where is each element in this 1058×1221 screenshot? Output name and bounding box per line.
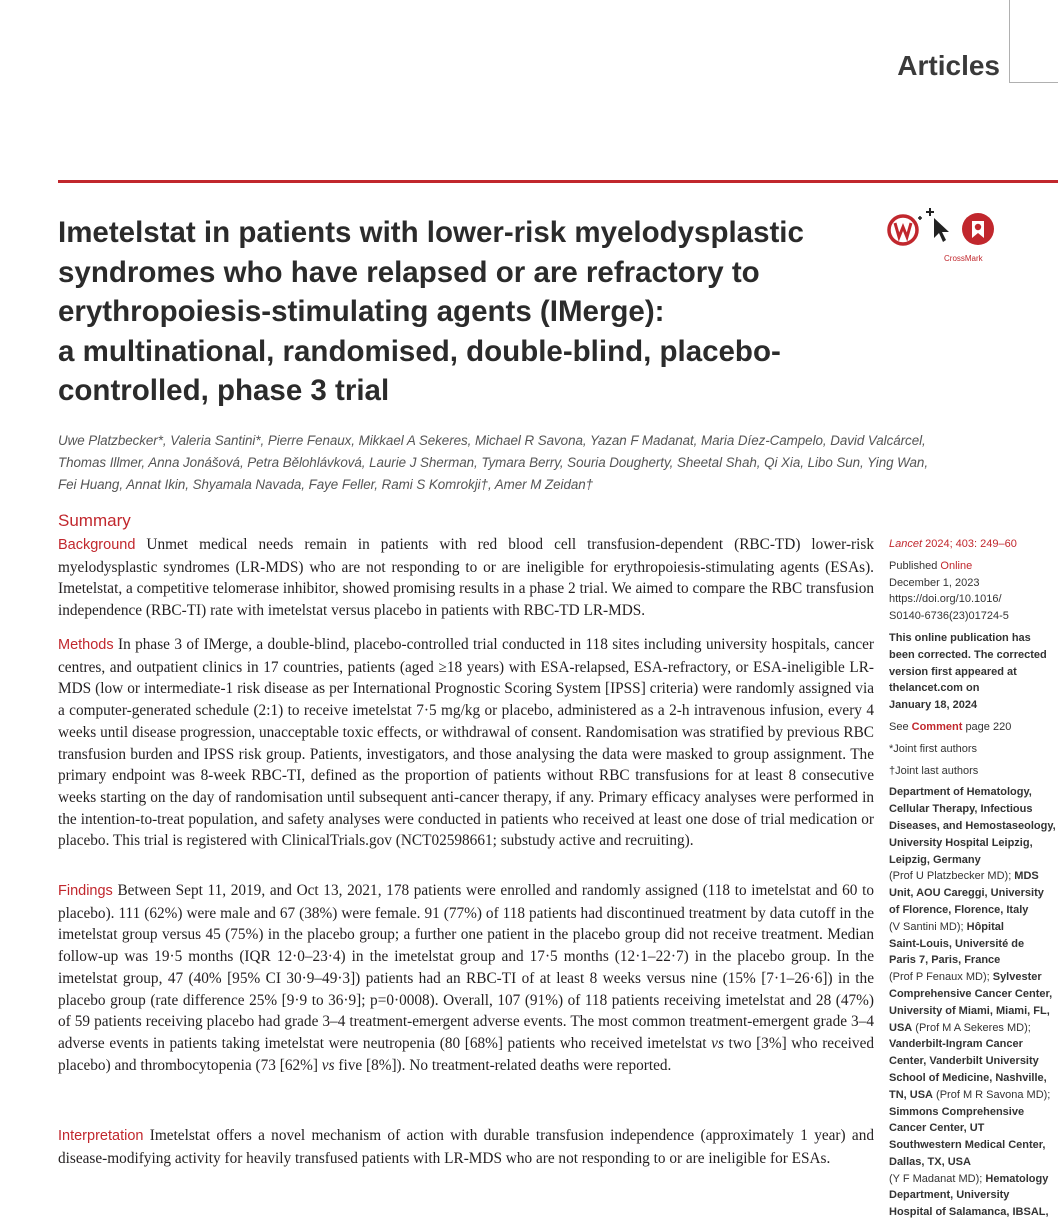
author-line: Fei Huang, Annat Ikin, Shyamala Navada, Faye Feller, Rami S Komrokji†, Amer M Zeidan† xyxy=(58,477,594,492)
section-label-background: Background xyxy=(58,537,136,553)
affiliation-line xyxy=(889,1120,1054,1137)
doi-link[interactable]: S0140-6736(23)01724-5 xyxy=(889,610,1009,623)
affiliation-line xyxy=(889,852,1054,869)
affiliation-institution: MDS xyxy=(1011,870,1039,883)
affiliation-institution: USA xyxy=(889,1021,913,1034)
affiliation-line xyxy=(889,1070,1054,1087)
affiliation-line xyxy=(889,868,1054,885)
title-line: controlled, phase 3 trial xyxy=(58,374,390,407)
affiliation-institution: Cancer Center, UT xyxy=(889,1122,985,1135)
affiliation-institution: Unit, AOU Careggi, University xyxy=(889,887,1044,900)
author-list xyxy=(58,430,928,496)
correction-line: version first appeared at xyxy=(889,665,1017,678)
affiliation-line xyxy=(889,1187,1054,1204)
affiliation-institution: Simmons Comprehensive xyxy=(889,1105,1025,1118)
affiliation-institution: Center, Vanderbilt University xyxy=(889,1055,1039,1068)
comment-link[interactable]: Comment xyxy=(911,720,963,733)
affiliation-institution: Paris 7, Paris, France xyxy=(889,954,1001,967)
abstract-background xyxy=(58,534,874,622)
findings-text: Between Sept 11, 2019, and Oct 13, 2021, 178 patients were enrolled and randomly assigned (118 to imetelstat and 60 to placebo). 111 (62%) were male and 67 (38%) were female. 91 (77%) of 118 patients had discontinued treatment by data cutoff in the imetelstat group versus 45 (75%) in the placebo group; a further one patient in the placebo group did not receive treatment. Median follow-up was 19·5 months (IQR 12·0–23·4) in the imetelstat group and 17·5 months (12·1–22·7) in the placebo group. In the imetelstat group, 47 (40% [95% CI 30·9–49·3]) patients had an RBC-TI of at least 8 weeks versus nine (15% [7·1–26·6]) in the placebo group (rate difference 25% [9·9 to 36·9]; p=0·0008). Overall, 107 (91%) of 118 patients receiving imetelstat and 28 (47%) of 59 patients receiving placebo had grade 3–4 treatment-emergent adverse events. The most common treatment-emergent grade 3–4 adverse events in patients taking imetelstat were neutropenia (80 [68%] patients who received imetelstat xyxy=(58,882,874,1052)
affiliation-institution: Hospital of Salamanca, IBSAL, xyxy=(889,1206,1049,1219)
affiliation-institution: Sylvester xyxy=(989,971,1042,984)
vs-word: vs xyxy=(711,1034,724,1052)
affiliation-institution: Comprehensive Cancer Center, xyxy=(889,987,1053,1000)
affiliation-author: (Prof M R Savona MD); xyxy=(933,1088,1051,1101)
wellcome-open-access-icon[interactable] xyxy=(889,216,917,244)
affiliation-institution: Dallas, TX, USA xyxy=(889,1155,971,1168)
section-label: Articles xyxy=(897,50,1000,81)
paper-title xyxy=(58,213,858,411)
page-corner-box xyxy=(1009,0,1058,83)
cursor-sparkle-icon[interactable] xyxy=(918,208,949,242)
affiliation-institution: School of Medicine, Nashville, xyxy=(889,1071,1047,1084)
affiliation-line xyxy=(889,818,1054,835)
affiliation-line xyxy=(889,801,1054,818)
title-line: Imetelstat in patients with lower-risk myelodysplastic xyxy=(58,216,804,249)
citation-journal: Lancet xyxy=(889,538,923,550)
header-rule xyxy=(58,180,1058,183)
affiliation-institution: Saint-Louis, Université de xyxy=(889,937,1025,950)
title-line: erythropoiesis-stimulating agents (IMerge): xyxy=(58,295,665,328)
crossmark-label[interactable]: CrossMark xyxy=(944,254,983,263)
affiliation-institution: Hôpital xyxy=(963,920,1004,933)
affiliation-author: (Y F Madanat MD); xyxy=(889,1172,983,1185)
interpretation-text: Imetelstat offers a novel mechanism of action with durable transfusion independence (approximately 1 year) and disease-modifying activity for heavily transfused patients with LR-MDS who are not responding to or are ineligible for ESAs. xyxy=(58,1127,874,1167)
author-line: Uwe Platzbecker*, Valeria Santini*, Pierre Fenaux, Mikkael A Sekeres, Michael R Savona, Yazan F Madanat, Maria Díez-Campelo, David Valcárcel, xyxy=(58,433,926,448)
correction-note xyxy=(889,630,1054,714)
findings-text: two [3%] who received placebo) and thrombocytopenia (73 [62%] xyxy=(58,1034,875,1074)
section-label-findings: Findings xyxy=(58,883,113,899)
affiliation-line xyxy=(889,885,1054,902)
affiliation-line xyxy=(889,1171,1054,1188)
affiliation-institution: Department, University xyxy=(889,1189,1010,1202)
affiliation-institution: of Florence, Florence, Italy xyxy=(889,903,1029,916)
affiliation-line xyxy=(889,1137,1054,1154)
affiliation-line xyxy=(889,835,1054,852)
correction-line: thelancet.com on xyxy=(889,682,980,695)
citation xyxy=(889,536,1054,553)
summary-heading: Summary xyxy=(58,511,131,530)
affiliation-line xyxy=(889,969,1054,986)
section-label-methods: Methods xyxy=(58,637,114,653)
see-prefix: See xyxy=(889,720,909,733)
affiliation-institution: TN, USA xyxy=(889,1088,933,1101)
correction-line: January 18, 2024 xyxy=(889,699,978,712)
abstract-findings xyxy=(58,880,874,1076)
affiliation-line xyxy=(889,1204,1054,1221)
citation-volume: 2024; 403: 249–60 xyxy=(925,538,1017,550)
see-suffix: page 220 xyxy=(965,720,1012,733)
affiliations xyxy=(889,784,1054,1221)
joint-last-note: †Joint last authors xyxy=(889,764,979,777)
affiliation-line xyxy=(889,952,1054,969)
published-date: December 1, 2023 xyxy=(889,576,980,589)
affiliation-line xyxy=(889,936,1054,953)
affiliation-line xyxy=(889,902,1054,919)
correction-line: been corrected. The corrected xyxy=(889,648,1047,661)
affiliation-line xyxy=(889,784,1054,801)
publication-info xyxy=(889,558,1054,625)
affiliation-institution: University Hospital Leipzig, xyxy=(889,836,1033,849)
title-line: a multinational, randomised, double-blind, placebo- xyxy=(58,334,781,368)
abstract-interpretation xyxy=(58,1125,874,1169)
see-comment xyxy=(889,719,1054,736)
findings-text: five [8%]). No treatment-related deaths were reported. xyxy=(338,1056,672,1074)
affiliation-institution: Hematology xyxy=(982,1172,1049,1185)
affiliation-institution: Leipzig, Germany xyxy=(889,853,981,866)
author-line: Thomas Illmer, Anna Jonášová, Petra Bělohlávková, Laurie J Sherman, Tymara Berry, Souria Dougherty, Sheetal Shah, Qi Xia, Libo Sun, Ying Wan, xyxy=(58,455,928,470)
vs-word: vs xyxy=(321,1056,335,1074)
affiliation-line xyxy=(889,1104,1054,1121)
affiliation-line xyxy=(889,1053,1054,1070)
sidebar xyxy=(889,536,1054,1221)
affiliation-line xyxy=(889,1154,1054,1171)
section-label-interpretation: Interpretation xyxy=(58,1128,144,1144)
crossmark-icon[interactable] xyxy=(962,213,994,245)
background-text: Unmet medical needs remain in patients with red blood cell transfusion-dependent (RBC-TD) lower-risk myelodysplastic syndromes (LR-MDS) who are not responding to or are ineligible for erythropoiesis-stimulating agents (ESAs). Imetelstat, a competitive telomerase inhibitor, showed promising results in a phase 2 trial. We aimed to compare the RBC transfusion independence (RBC-TI) rate with imetelstat versus placebo in patients with RBC-TD LR-MDS. xyxy=(58,536,874,620)
affiliation-line xyxy=(889,1020,1054,1037)
joint-first-note: *Joint first authors xyxy=(889,742,978,755)
affiliation-institution: Vanderbilt-Ingram Cancer xyxy=(889,1038,1023,1051)
affiliation-author: (Prof U Platzbecker MD); xyxy=(889,870,1012,883)
published-prefix: Published xyxy=(889,559,938,572)
title-line: syndromes who have relapsed or are refractory to xyxy=(58,255,760,289)
affiliation-author: (V Santini MD); xyxy=(889,920,964,933)
doi-link[interactable]: https://doi.org/10.1016/ xyxy=(889,593,1002,606)
affiliation-institution: Department of Hematology, xyxy=(889,786,1032,799)
affiliation-institution: Cellular Therapy, Infectious xyxy=(889,803,1033,816)
correction-line: This online publication has xyxy=(889,631,1031,644)
affiliation-institution: Diseases, and Hemostaseology, xyxy=(889,819,1056,832)
affiliation-line xyxy=(889,919,1054,936)
affiliation-author: (Prof M A Sekeres MD); xyxy=(912,1021,1031,1034)
affiliation-author: (Prof P Fenaux MD); xyxy=(889,971,990,984)
affiliation-institution: University of Miami, Miami, FL, xyxy=(889,1004,1050,1017)
affiliation-line xyxy=(889,1003,1054,1020)
affiliation-line xyxy=(889,1036,1054,1053)
methods-text: In phase 3 of IMerge, a double-blind, placebo-controlled trial conducted in 118 sites including university hospitals, cancer centres, and outpatient clinics in 17 countries, patients (aged ≥18 years) with ESA-relapsed, ESA-refractory, or ESA-ineligible LR-MDS (low or intermediate-1 risk disease as per International Prognostic Scoring System [IPSS] criteria) were randomly assigned via a computer-generated schedule (2:1) to receive imetelstat 7·5 mg/kg or placebo, administered as a 2-h intravenous infusion, every 4 weeks until disease progression, unacceptable toxic effects, or withdrawal of consent. Randomisation was stratified by previous RBC transfusion burden and IPSS risk group. Patients, investigators, and those analysing the data were masked to group assignment. The primary endpoint was 8-week RBC-TI, defined as the proportion of patients without RBC transfusions for at least 8 consecutive weeks starting on the day of randomisation until subsequent anti-cancer therapy, if any. Primary efficacy analyses were performed in the intention-to-treat population, and safety analyses were conducted in patients who received at least one dose of trial medication or placebo. This trial is registered with ClinicalTrials.gov (NCT02598661; substudy active and recruiting). xyxy=(58,636,874,850)
abstract-methods xyxy=(58,634,874,852)
published-online: Online xyxy=(940,559,973,572)
affiliation-line xyxy=(889,1087,1054,1104)
affiliation-institution: Southwestern Medical Center, xyxy=(889,1139,1046,1152)
affiliation-line xyxy=(889,986,1054,1003)
